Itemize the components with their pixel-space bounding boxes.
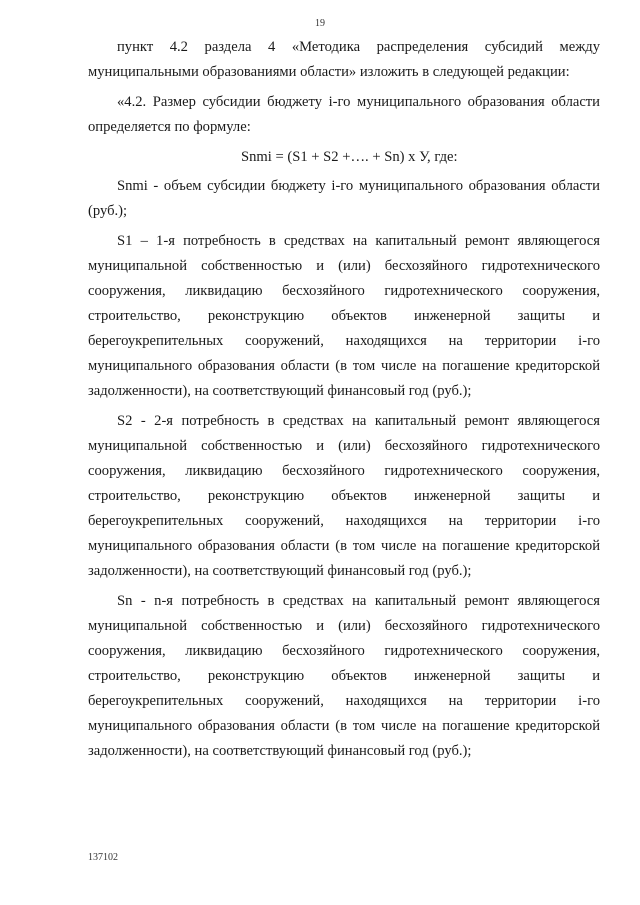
paragraph-subsidy-size: «4.2. Размер субсидии бюджету i-го муниципального образования области определяется по формуле: (88, 94, 600, 135)
paragraph-intro: пункт 4.2 раздела 4 «Методика распределения субсидий между муниципальными образованиями области» изложить в следующей редакции: (88, 39, 600, 80)
paragraph-sn-definition: Sn - n-я потребность в средствах на капитальный ремонт являющегося муниципальной собственностью и (или) бесхозяйного гидротехнического сооружения, ликвидацию бесхозяйного гидротехнического сооружения, строительство, реконструкцию объектов инженерной защиты и берегоукрепительных сооружений, находящихся на территории i-го муниципального образования области (в том числе на погашение кредиторской задолженности), на соответствующий финансовый год (руб.); (88, 593, 600, 759)
document-code: 137102 (88, 852, 118, 863)
paragraph-snmi-definition: Snmi - объем субсидии бюджету i-го муниципального образования области (руб.); (88, 178, 600, 219)
paragraph-s1-definition: S1 – 1-я потребность в средствах на капитальный ремонт являющегося муниципальной собственностью и (или) бесхозяйного гидротехнического сооружения, ликвидацию бесхозяйного гидротехнического сооружения, строительство, реконструкцию объектов инженерной защиты и берегоукрепительных сооружений, находящихся на территории i-го муниципального образования области (в том числе на погашение кредиторской задолженности), на соответствующий финансовый год (руб.); (88, 233, 600, 399)
page-number: 19 (315, 18, 325, 29)
formula: Snmi = (S1 + S2 +…. + Sn) х У, где: (241, 149, 458, 165)
document-body (88, 35, 600, 769)
paragraph-s2-definition: S2 - 2-я потребность в средствах на капитальный ремонт являющегося муниципальной собственностью и (или) бесхозяйного гидротехнического сооружения, ликвидацию бесхозяйного гидротехнического сооружения, строительство, реконструкцию объектов инженерной защиты и берегоукрепительных сооружений, находящихся на территории i-го муниципального образования области (в том числе на погашение кредиторской задолженности), на соответствующий финансовый год (руб.); (88, 413, 600, 579)
